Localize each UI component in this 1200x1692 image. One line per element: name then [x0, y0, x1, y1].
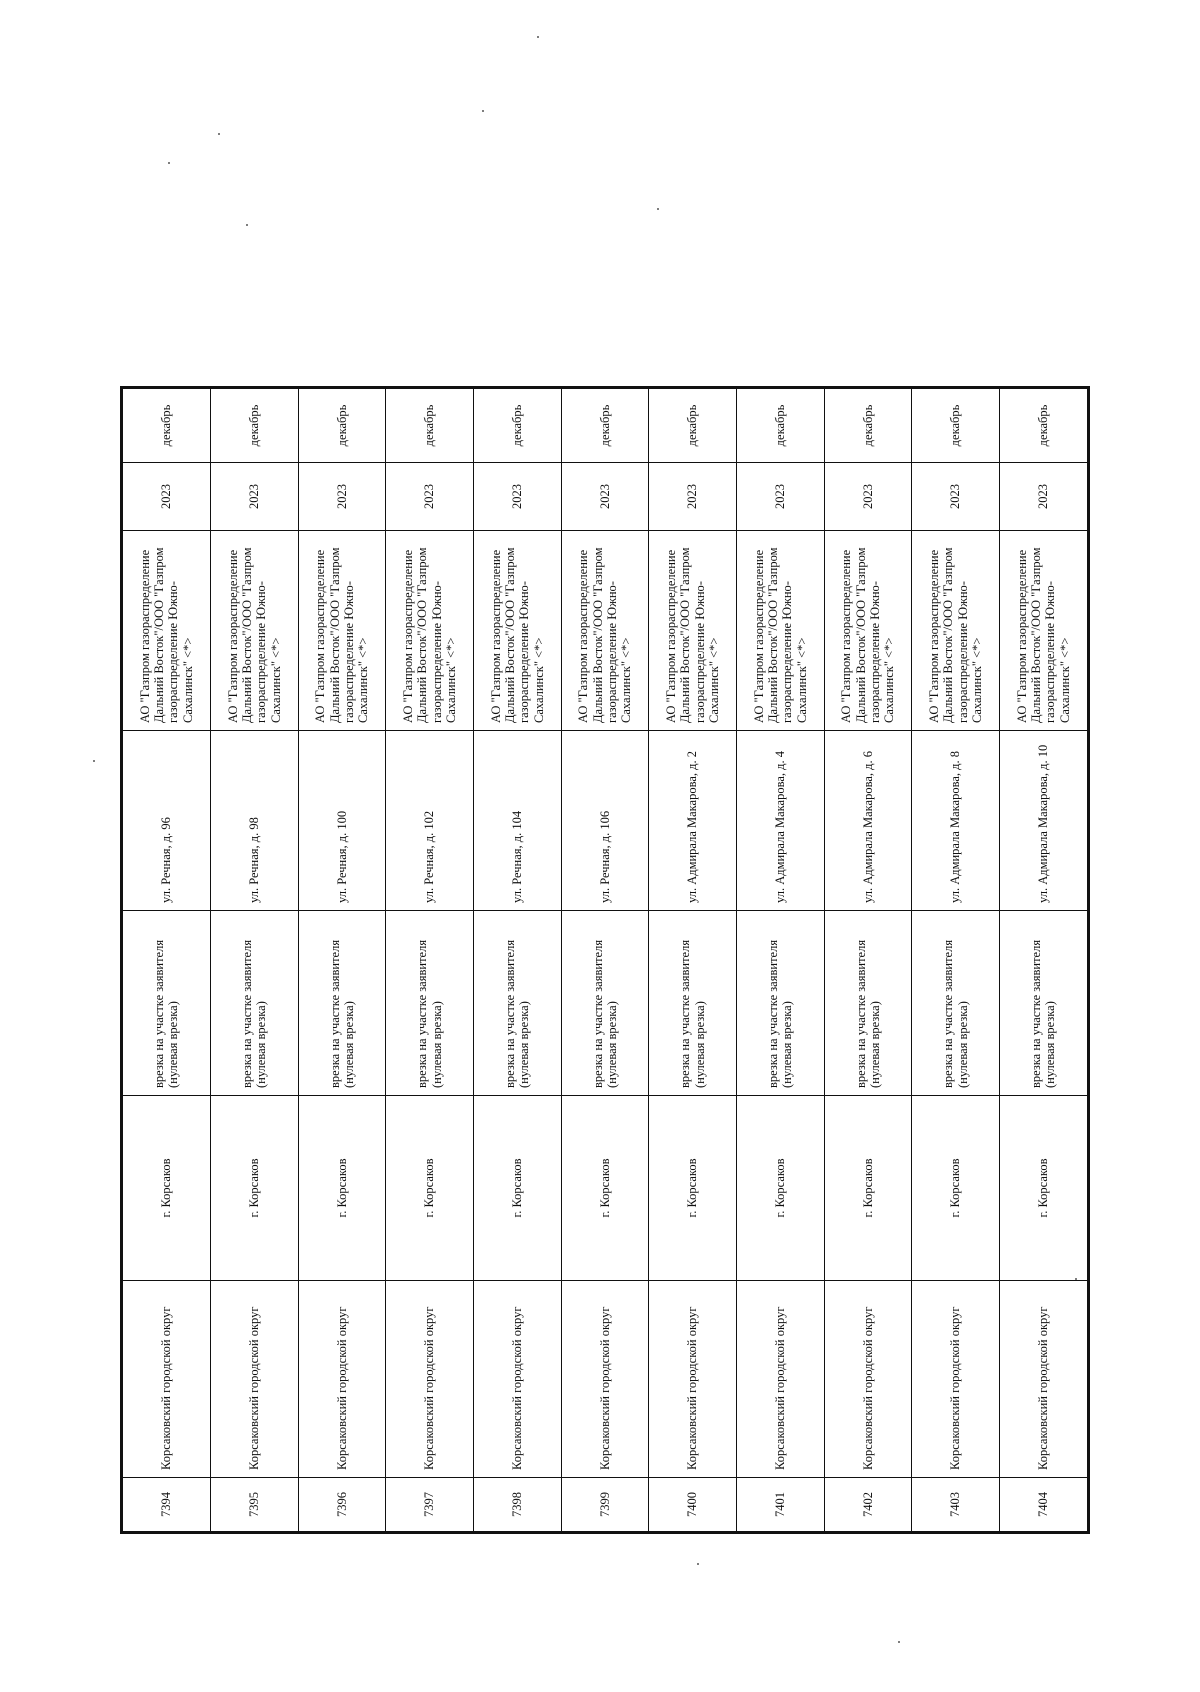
city-cell: г. Корсаков: [210, 1096, 298, 1281]
year-cell: 2023: [386, 463, 474, 531]
organization-cell: АО "Газпром газораспределение Дальний Восток"/ООО "Газпром газораспределение Южно-Сахалинск" <*>: [649, 531, 737, 731]
district-cell: Корсаковский городской округ: [210, 1281, 298, 1478]
organization-cell: АО "Газпром газораспределение Дальний Восток"/ООО "Газпром газораспределение Южно-Сахалинск" <*>: [298, 531, 386, 731]
scan-speck: [482, 110, 484, 112]
table-row: [386, 388, 474, 1533]
district-cell: Корсаковский городской округ: [298, 1281, 386, 1478]
month-cell: декабрь: [649, 388, 737, 463]
district-cell: Корсаковский городской округ: [736, 1281, 824, 1478]
year-cell: 2023: [561, 463, 649, 531]
city-cell: г. Корсаков: [912, 1096, 1000, 1281]
scan-speck: [168, 162, 170, 164]
row-number-cell: 7398: [473, 1478, 561, 1533]
row-number-cell: 7402: [824, 1478, 912, 1533]
table-row: [473, 388, 561, 1533]
city-cell: г. Корсаков: [649, 1096, 737, 1281]
connection-type-cell: врезка на участке заявителя (нулевая врезка): [824, 911, 912, 1096]
city-cell: г. Корсаков: [473, 1096, 561, 1281]
district-cell: Корсаковский городской округ: [912, 1281, 1000, 1478]
month-cell: декабрь: [736, 388, 824, 463]
address-cell: ул. Адмирала Макарова, д. 8: [912, 731, 1000, 911]
city-cell: г. Корсаков: [999, 1096, 1088, 1281]
connection-type-cell: врезка на участке заявителя (нулевая врезка): [999, 911, 1088, 1096]
address-cell: ул. Речная, д. 96: [122, 731, 211, 911]
district-cell: Корсаковский городской округ: [561, 1281, 649, 1478]
table-row: [999, 388, 1088, 1533]
table-row: [210, 388, 298, 1533]
scan-speck: [537, 36, 539, 38]
row-number-cell: 7403: [912, 1478, 1000, 1533]
organization-cell: АО "Газпром газораспределение Дальний Восток"/ООО "Газпром газораспределение Южно-Сахалинск" <*>: [210, 531, 298, 731]
connection-type-cell: врезка на участке заявителя (нулевая врезка): [473, 911, 561, 1096]
address-cell: ул. Адмирала Макарова, д. 6: [824, 731, 912, 911]
row-number-cell: 7396: [298, 1478, 386, 1533]
connection-type-cell: врезка на участке заявителя (нулевая врезка): [649, 911, 737, 1096]
district-cell: Корсаковский городской округ: [122, 1281, 211, 1478]
month-cell: декабрь: [999, 388, 1088, 463]
district-cell: Корсаковский городской округ: [824, 1281, 912, 1478]
year-cell: 2023: [298, 463, 386, 531]
organization-cell: АО "Газпром газораспределение Дальний Восток"/ООО "Газпром газораспределение Южно-Сахалинск" <*>: [122, 531, 211, 731]
month-cell: декабрь: [210, 388, 298, 463]
address-cell: ул. Речная, д. 98: [210, 731, 298, 911]
city-cell: г. Корсаков: [298, 1096, 386, 1281]
district-cell: Корсаковский городской округ: [999, 1281, 1088, 1478]
table-row: [122, 388, 211, 1533]
city-cell: г. Корсаков: [736, 1096, 824, 1281]
month-cell: декабрь: [473, 388, 561, 463]
connection-type-cell: врезка на участке заявителя (нулевая врезка): [386, 911, 474, 1096]
connection-type-cell: врезка на участке заявителя (нулевая врезка): [210, 911, 298, 1096]
year-cell: 2023: [912, 463, 1000, 531]
row-number-cell: 7394: [122, 1478, 211, 1533]
scan-speck: [93, 760, 95, 762]
month-cell: декабрь: [912, 388, 1000, 463]
address-cell: ул. Речная, д. 106: [561, 731, 649, 911]
address-cell: ул. Адмирала Макарова, д. 10: [999, 731, 1088, 911]
organization-cell: АО "Газпром газораспределение Дальний Восток"/ООО "Газпром газораспределение Южно-Сахалинск" <*>: [999, 531, 1088, 731]
organization-cell: АО "Газпром газораспределение Дальний Восток"/ООО "Газпром газораспределение Южно-Сахалинск" <*>: [473, 531, 561, 731]
organization-cell: АО "Газпром газораспределение Дальний Восток"/ООО "Газпром газораспределение Южно-Сахалинск" <*>: [386, 531, 474, 731]
scan-speck: [1075, 1278, 1077, 1280]
city-cell: г. Корсаков: [824, 1096, 912, 1281]
city-cell: г. Корсаков: [386, 1096, 474, 1281]
address-cell: ул. Адмирала Макарова, д. 4: [736, 731, 824, 911]
scan-speck: [697, 1563, 699, 1565]
year-cell: 2023: [122, 463, 211, 531]
connection-type-cell: врезка на участке заявителя (нулевая врезка): [912, 911, 1000, 1096]
connection-type-cell: врезка на участке заявителя (нулевая врезка): [736, 911, 824, 1096]
district-cell: Корсаковский городской округ: [649, 1281, 737, 1478]
month-cell: декабрь: [298, 388, 386, 463]
table-row: [824, 388, 912, 1533]
table-row: [736, 388, 824, 1533]
address-cell: ул. Речная, д. 102: [386, 731, 474, 911]
month-cell: декабрь: [386, 388, 474, 463]
connection-type-cell: врезка на участке заявителя (нулевая врезка): [298, 911, 386, 1096]
scan-speck: [898, 1641, 900, 1643]
table-row: [912, 388, 1000, 1533]
row-number-cell: 7404: [999, 1478, 1088, 1533]
connection-type-cell: врезка на участке заявителя (нулевая врезка): [561, 911, 649, 1096]
gas-connection-table: [120, 386, 1090, 1534]
organization-cell: АО "Газпром газораспределение Дальний Восток"/ООО "Газпром газораспределение Южно-Сахалинск" <*>: [824, 531, 912, 731]
year-cell: 2023: [649, 463, 737, 531]
table-row: [561, 388, 649, 1533]
scan-speck: [657, 208, 659, 210]
row-number-cell: 7399: [561, 1478, 649, 1533]
table-body: [122, 388, 1089, 1533]
city-cell: г. Корсаков: [122, 1096, 211, 1281]
month-cell: декабрь: [122, 388, 211, 463]
organization-cell: АО "Газпром газораспределение Дальний Восток"/ООО "Газпром газораспределение Южно-Сахалинск" <*>: [736, 531, 824, 731]
organization-cell: АО "Газпром газораспределение Дальний Восток"/ООО "Газпром газораспределение Южно-Сахалинск" <*>: [561, 531, 649, 731]
city-cell: г. Корсаков: [561, 1096, 649, 1281]
row-number-cell: 7401: [736, 1478, 824, 1533]
table-row: [649, 388, 737, 1533]
month-cell: декабрь: [561, 388, 649, 463]
row-number-cell: 7395: [210, 1478, 298, 1533]
scan-speck: [218, 133, 220, 135]
year-cell: 2023: [210, 463, 298, 531]
organization-cell: АО "Газпром газораспределение Дальний Восток"/ООО "Газпром газораспределение Южно-Сахалинск" <*>: [912, 531, 1000, 731]
document-table-container: [120, 389, 1090, 1534]
year-cell: 2023: [736, 463, 824, 531]
month-cell: декабрь: [824, 388, 912, 463]
address-cell: ул. Адмирала Макарова, д. 2: [649, 731, 737, 911]
district-cell: Корсаковский городской округ: [473, 1281, 561, 1478]
address-cell: ул. Речная, д. 104: [473, 731, 561, 911]
district-cell: Корсаковский городской округ: [386, 1281, 474, 1478]
connection-type-cell: врезка на участке заявителя (нулевая врезка): [122, 911, 211, 1096]
year-cell: 2023: [999, 463, 1088, 531]
year-cell: 2023: [473, 463, 561, 531]
scan-speck: [246, 224, 248, 226]
row-number-cell: 7400: [649, 1478, 737, 1533]
address-cell: ул. Речная, д. 100: [298, 731, 386, 911]
table-row: [298, 388, 386, 1533]
row-number-cell: 7397: [386, 1478, 474, 1533]
year-cell: 2023: [824, 463, 912, 531]
